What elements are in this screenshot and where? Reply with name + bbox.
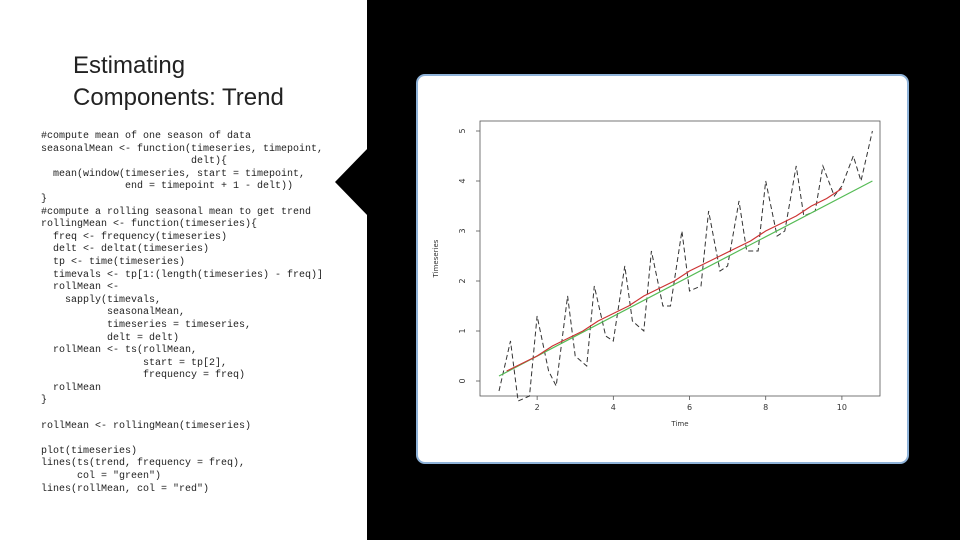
code-line: sapply(timevals, [41, 294, 162, 306]
code-line: #compute a rolling seasonal mean to get trend [41, 206, 312, 218]
code-line: mean(window(timeseries, start = timepoint, [41, 168, 306, 180]
y-tick-label: 0 [458, 378, 467, 384]
code-line: rollingMean <- function(timeseries){ [41, 219, 258, 231]
rolling-mean-series-line [507, 189, 842, 372]
code-line: lines(ts(trend, frequency = freq), [41, 458, 246, 470]
code-line [41, 408, 371, 421]
y-tick-label: 5 [458, 128, 467, 134]
code-line: end = timepoint + 1 - delt)) [41, 181, 294, 193]
code-line: rollMean [41, 382, 102, 394]
x-tick-label: 2 [534, 403, 540, 412]
x-tick-label: 4 [610, 403, 616, 412]
x-tick-label: 8 [763, 403, 769, 412]
code-line: rollMean <- ts(rollMean, [41, 345, 198, 357]
y-axis-title: Timeseries [432, 239, 440, 278]
code-line: } [41, 395, 48, 407]
code-line: delt = delt) [41, 332, 180, 344]
code-line: freq <- frequency(timeseries) [41, 231, 228, 243]
trend-series-line [499, 181, 872, 376]
code-line: delt){ [41, 156, 228, 168]
y-tick-label: 4 [458, 178, 467, 184]
callout-pointer-triangle [335, 147, 369, 217]
timeseries-plot-card [416, 74, 909, 464]
code-line: } [41, 193, 48, 205]
code-line: seasonalMean <- function(timeseries, timepoint, [41, 143, 324, 155]
code-line: start = tp[2], [41, 357, 228, 369]
slide-title [73, 50, 353, 114]
timeseries-line-chart [418, 76, 909, 464]
slide-title-line-1: Estimating [73, 52, 186, 79]
slide-text-panel [0, 0, 367, 540]
r-code-block [41, 131, 371, 496]
x-tick-label: 6 [686, 403, 693, 412]
code-line: lines(rollMean, col = "red") [41, 483, 210, 495]
code-line: col = "green") [41, 471, 162, 483]
code-line: seasonalMean, [41, 307, 186, 319]
y-tick-label: 1 [458, 328, 467, 334]
code-line: delt <- deltat(timeseries) [41, 244, 210, 256]
code-line: rollMean <- [41, 282, 120, 294]
code-line: timevals <- tp[1:(length(timeseries) - freq)] [41, 269, 324, 281]
code-line: timeseries = timeseries, [41, 319, 252, 331]
code-line: rollMean <- rollingMean(timeseries) [41, 420, 252, 432]
code-line: frequency = freq) [41, 370, 246, 382]
code-line: tp <- time(timeseries) [41, 256, 186, 268]
code-line: plot(timeseries) [41, 445, 138, 457]
slide-title-line-2: Components: Trend [73, 84, 284, 111]
code-line: #compute mean of one season of data [41, 131, 252, 142]
x-tick-label: 10 [836, 403, 847, 412]
timeseries-series-line [499, 131, 872, 401]
y-tick-label: 2 [458, 278, 467, 284]
x-axis-title: Time [671, 420, 689, 428]
y-tick-label: 3 [458, 228, 467, 234]
code-line [41, 433, 371, 446]
